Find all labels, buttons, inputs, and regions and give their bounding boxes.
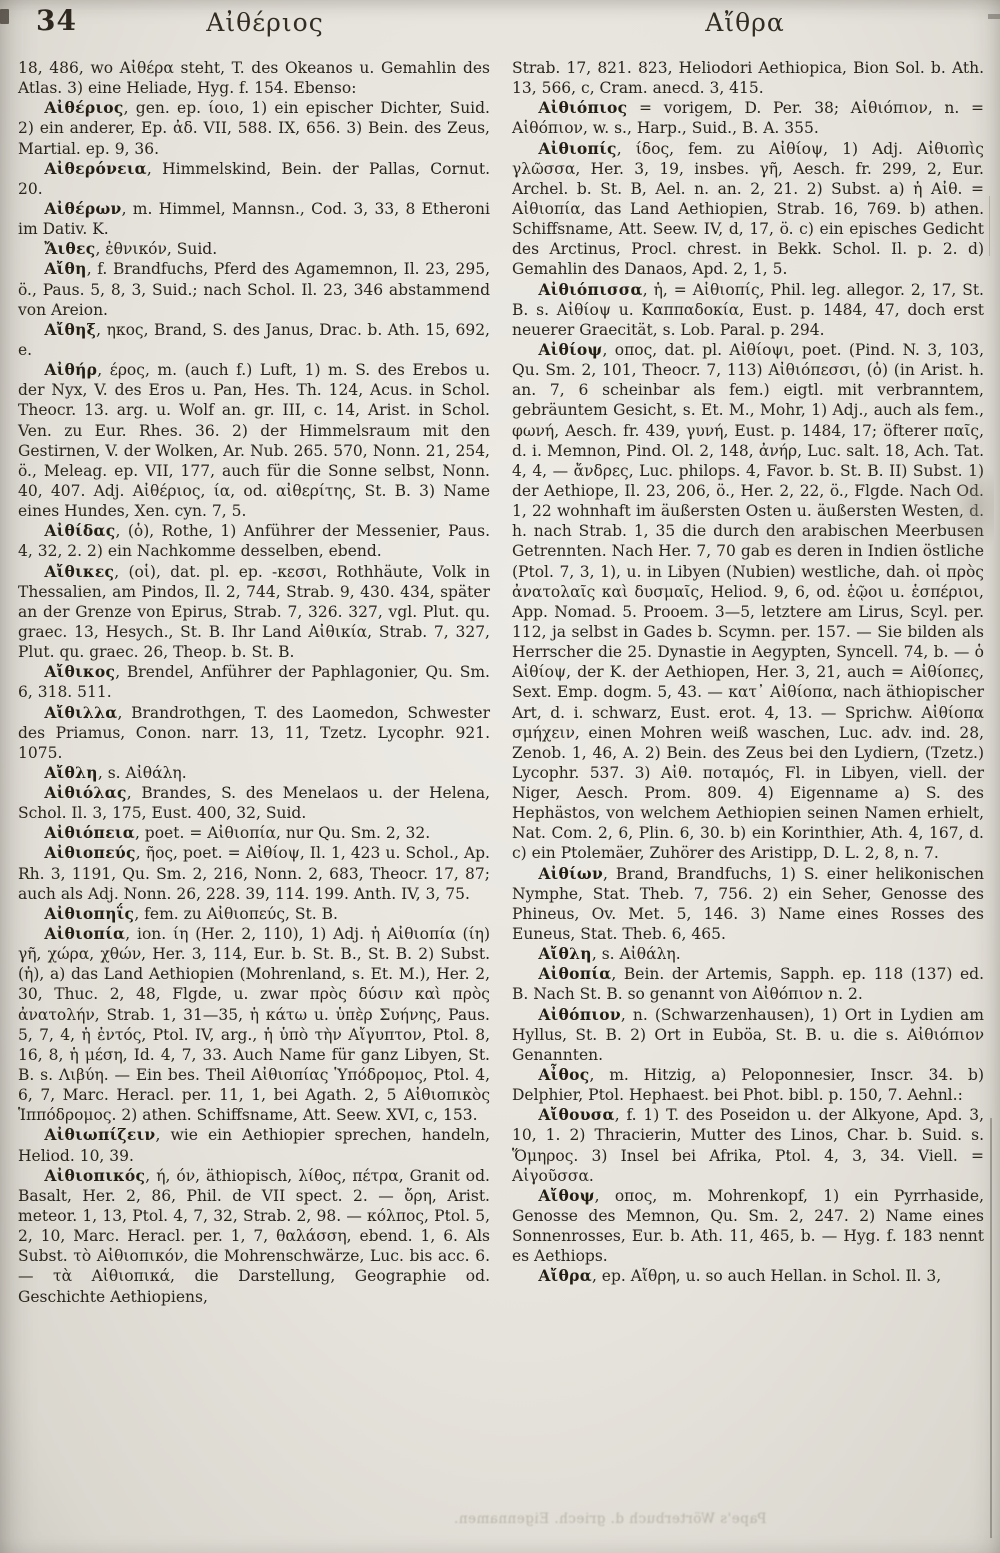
- dictionary-entry: 18, 486, wo Αἰθέρα steht, T. des Okeanos u. Gemahlin des Atlas. 3) eine Heliade, Hyg. f. 154. Ebenso:: [18, 59, 490, 98]
- entry-lemma: Αἰθιόπιος: [538, 98, 628, 118]
- entry-lemma: Αἰθήρ: [44, 360, 98, 380]
- dictionary-entry: Αἰθιόπιος = vorigem, D. Per. 38; Αἰθιόπιον, n. = Αἰθόπιον, w. s., Harp., Suid., B. A. 355.: [512, 98, 984, 138]
- entry-lemma: Αἰθιοπία: [44, 924, 126, 944]
- page-number: 34: [36, 4, 77, 37]
- entry-lemma: Αἰθιόλας: [44, 783, 127, 803]
- running-head-left: Αἰθέριος: [206, 8, 324, 37]
- entry-lemma: Ἄιθες: [44, 239, 96, 259]
- dictionary-entry: Αἰθιοπικός, ή, όν, äthiopisch, λίθος, πέτρα, Granit od. Basalt, Her. 2, 86, Phil. de VII spect. 2. — ὄρη, Arist. meteor. 1, 13, Ptol. 4, 7, 32, Strab. 2, 98. — κόλπος, Ptol. 5, 2, 10, Marc. Heracl. per. 1, 7, θαλάσση, ebend. 1, 6. Als Subst. τὸ Αἰθιοπικόν, die Mohrenschwärze, Luc. bis acc. 6. — τὰ Αἰθιοπικά, die Darstellung, Geographie od. Geschichte Aethiopiens,: [18, 1165, 490, 1306]
- entry-lemma: Αἰθιοπηΐς: [44, 903, 135, 923]
- entry-lemma: Αἴθλη: [44, 762, 98, 782]
- dictionary-entry: Αἴθικος, Brendel, Anführer der Paphlagonier, Qu. Sm. 6, 318. 511.: [18, 662, 490, 702]
- entry-lemma: Αἰθιωπίζειν: [44, 1125, 156, 1145]
- entry-lemma: Αἰθιοπεύς: [44, 843, 136, 863]
- dictionary-entry: Αἰθιοπία, ion. ίη (Her. 2, 110), 1) Adj. ἡ Αἰθιοπία (ίη) γῆ, χώρα, χθών, Her. 3, 114, Eur. b. St. B., St. B. 2) Subst. (ἡ), a) das Land Aethiopien (Mohrenland, s. Et. M.), Her. 2, 30, Thuc. 2, 48, Flgde, u. zwar πρὸς δύσιν καὶ πρὸς ἀνατολήν, Strab. 1, 31—35, ἡ κάτω u. ὑπὲρ Συήνης, Paus. 5, 7, 4, ἡ ἐντός, Ptol. IV, arg., ἡ ὑπὸ τὴν Αἴγυπτον, Ptol. 8, 16, 8, ἡ μέση, Id. 4, 7, 33. Auch Name für ganz Libyen, St. B. s. Λιβύη. — Ein bes. Theil Αἰθιοπίας Ὑπόδρομος, Ptol. 4, 6, 7, Marc. Heracl. per. 11, 1, bei Agath. 2, 5 Αἰθιοπικὸς Ἱππόδρομος. 2) athen. Schiffsname, Att. Seew. XVI, c, 153.: [18, 924, 490, 1125]
- entry-lemma: Αἰθόπιον: [538, 1004, 621, 1024]
- dictionary-entry: Αἴθοψ, οπος, m. Mohrenkopf, 1) ein Pyrrhaside, Genosse des Memnon, Qu. Sm. 2, 247. 2) Name eines Sonnenrosses, Eur. b. Ath. 11, 465, b. — Hyg. f. 183 nennt es Aethiops.: [512, 1185, 984, 1266]
- dictionary-entry: Strab. 17, 821. 823, Heliodori Aethiopica, Bion Sol. b. Ath. 13, 566, c, Cram. anecd. 3, 415.: [512, 59, 984, 98]
- entry-lemma: Αἰθοπία: [538, 964, 612, 984]
- scan-artifact-line: [990, 1118, 992, 1538]
- entry-lemma: Αἴθικος: [44, 662, 116, 682]
- entry-lemma: Αἴθουσα: [538, 1105, 615, 1125]
- dictionary-entry: Αἰθέριος, gen. ep. ίοιο, 1) ein epischer Dichter, Suid. 2) ein anderer, Ep. ἀδ. VII, 588. IX, 656. 3) Bein. des Zeus, Martial. ep. 9, 36.: [18, 98, 490, 158]
- entry-lemma: Αἴθικες: [44, 561, 115, 581]
- column-left: [18, 58, 490, 1307]
- dictionary-entry: Αἰθοπία, Bein. der Artemis, Sapph. ep. 118 (137) ed. B. Nach St. B. so genannt von Αἰθόπιον n. 2.: [512, 964, 984, 1004]
- dictionary-entry: Αἰθιόπεια, poet. = Αἰθιοπία, nur Qu. Sm. 2, 32.: [44, 823, 431, 843]
- dictionary-entry: Αἴθηξ, ηκος, Brand, S. des Janus, Drac. b. Ath. 15, 692, e.: [18, 319, 490, 359]
- page-header: [0, 0, 1000, 52]
- entry-lemma: Αἰθίδας: [44, 521, 116, 541]
- dictionary-entry: Αἰθιόλας, Brandes, S. des Menelaos u. der Helena, Schol. Il. 3, 175, Eust. 400, 32, Suid.: [18, 783, 490, 823]
- entry-lemma: Αἰθέρων: [44, 198, 122, 218]
- entry-lemma: Αἴθοψ: [538, 1185, 595, 1205]
- dictionary-entry: Αἰθιωπίζειν, wie ein Aethiopier sprechen, handeln, Heliod. 10, 39.: [18, 1125, 490, 1165]
- text-columns: [18, 58, 984, 1307]
- dictionary-entry: Αἴθρα, ep. Αἴθρη, u. so auch Hellan. in Schol. Il. 3,: [538, 1266, 942, 1286]
- entry-lemma: Αἰθιοπίς: [538, 138, 617, 158]
- entry-lemma: Αἰθερόνεια: [44, 158, 147, 178]
- entry-lemma: Αἴθη: [44, 259, 87, 279]
- dictionary-entry: Αἴθικες, (οἱ), dat. pl. ep. -κεσσι, Rothhäute, Volk in Thessalien, am Pindos, Il. 2, 744, Strab. 9, 430. 434, später an der Grenze von Epirus, Strab. 7, 326. 327, vgl. Plut. qu. graec. 13, Hesych., St. B. Ihr Land Αἰθικία, Strab. 7, 327, Plut. qu. graec. 26, Theop. b. St. B.: [18, 561, 490, 662]
- entry-lemma: Αἰθιόπισσα: [538, 279, 643, 299]
- dictionary-entry: Αἰθίων, Brand, Brandfuchs, 1) S. einer helikonischen Nymphe, Stat. Theb. 7, 756. 2) ein Seher, Genosse des Phineus, Ov. Met. 5, 146. 3) Name eines Rosses des Euneus, Stat. Theb. 6, 465.: [512, 863, 984, 944]
- dictionary-entry: Αἴθη, f. Brandfuchs, Pferd des Agamemnon, Il. 23, 295, ö., Paus. 5, 8, 3, Suid.; nach Schol. Il. 23, 346 abstammend von Areion.: [18, 259, 490, 319]
- entry-lemma: Αἰθιόπεια: [44, 823, 135, 843]
- dictionary-entry: Αἴθλη, s. Αἰθάλη.: [44, 762, 187, 782]
- running-head-right: Αἴθρα: [705, 8, 785, 37]
- dictionary-entry: Αἴθουσα, f. 1) T. des Poseidon u. der Alkyone, Apd. 3, 10, 1. 2) Thracierin, Mutter des Linos, Char. b. Suid. s. Ὅμηρος. 3) Insel bei Afrika, Ptol. 4, 3, 34. Viell. = Αἰγοῦσσα.: [512, 1105, 984, 1185]
- entry-lemma: Αἴθλη: [538, 944, 592, 964]
- dictionary-entry: Αἰθέρων, m. Himmel, Mannsn., Cod. 3, 33, 8 Etheroni im Dativ. K.: [18, 198, 490, 239]
- dictionary-entry: Αἰθιόπισσα, ἡ, = Αἰθιοπίς, Phil. leg. allegor. 2, 17, St. B. s. Αἰθίοψ u. Καππαδοκία, Eust. p. 1484, 47, doch erst neuerer Graecität, s. Lob. Paral. p. 294.: [512, 279, 984, 339]
- dictionary-entry: Αἰθόπιον, n. (Schwarzenhausen), 1) Ort in Lydien am Hyllus, St. B. 2) Ort in Euböa, St. B. u. die s. Αἰθιόπιον Genannten.: [512, 1004, 984, 1064]
- dictionary-entry: Αἰθιοπεύς, ῆος, poet. = Αἰθίοψ, Il. 1, 423 u. Schol., Ap. Rh. 3, 1191, Qu. Sm. 2, 216, Nonn. 2, 683, Theocr. 17, 87; auch als Adj. Nonn. 26, 228. 39, 114. 199. Anth. IV, 3, 75.: [18, 843, 490, 903]
- column-right: [512, 58, 984, 1307]
- entry-lemma: Αἶθος: [538, 1065, 590, 1085]
- scan-artifact-line: [989, 196, 991, 256]
- dictionary-entry: Αἶθος, m. Hitzig, a) Peloponnesier, Inscr. 34. b) Delphier, Ptol. Hephaest. bei Phot. bibl. p. 150, 7. Aehnl.:: [512, 1065, 984, 1105]
- entry-lemma: Αἰθέριος: [44, 98, 124, 118]
- dictionary-entry: Αἴθιλλα, Brandrothgen, T. des Laomedon, Schwester des Priamus, Conon. narr. 13, 11, Tzetz. Lycophr. 921. 1075.: [18, 702, 490, 762]
- entry-lemma: Αἴθηξ: [44, 319, 97, 339]
- dictionary-entry: Αἰθίδας, (ὁ), Rothe, 1) Anführer der Messenier, Paus. 4, 32, 2. 2) ein Nachkomme desselben, ebend.: [18, 521, 490, 561]
- dictionary-entry: Αἰθιοπηΐς, fem. zu Αἰθιοπεύς, St. B.: [44, 903, 338, 923]
- dictionary-entry: Αἰθερόνεια, Himmelskind, Bein. der Pallas, Cornut. 20.: [18, 158, 490, 198]
- entry-lemma: Αἰθίων: [538, 863, 604, 883]
- dictionary-entry: Ἄιθες, ἐθνικόν, Suid.: [44, 239, 218, 259]
- entry-lemma: Αἴθιλλα: [44, 702, 118, 722]
- bleed-through-text: Pape's Wörterbuch d. griech. Eigennamen.: [453, 1511, 767, 1527]
- entry-lemma: Αἰθιοπικός: [44, 1165, 146, 1185]
- dictionary-entry: Αἴθλη, s. Αἰθάλη.: [538, 944, 681, 964]
- dictionary-entry: Αἰθιοπίς, ίδος, fem. zu Αἰθίοψ, 1) Adj. Αἰθιοπὶς γλῶσσα, Her. 3, 19, insbes. γῆ, Aesch. fr. 299, 2, Eur. Archel. b. St. B, Ael. n. an. 2, 21. 2) Subst. a) ἡ Αἰθ. = Αἰθιοπία, das Land Aethiopien, Strab. 16, 769. b) athen. Schiffsname, Att. Seew. IV, d, 17, ö. c) ein episches Gedicht des Arctinus, Procl. chrest. in Bekk. Schol. Il. p. 2. d) Gemahlin des Danaos, Apd. 2, 1, 5.: [512, 138, 984, 279]
- dictionary-entry: Αἰθίοψ, οπος, dat. pl. Αἰθίοψι, poet. (Pind. N. 3, 103, Qu. Sm. 2, 101, Theocr. 7, 113) Αἰθιόπεσσι, (ὁ) (in Arist. h. an. 7, 6 scheinbar als fem.) eigtl. mit verbranntem, gebräuntem Gesicht, s. Et. M., Mohr, 1) Adj., auch als fem., φωνή, Aesch. fr. 439, γυνή, Eust. p. 1484, 17; öfterer παῖς, d. i. Memnon, Pind. Ol. 2, 148, ἀνήρ, Luc. salt. 18, Ach. Tat. 4, 4, — ἄνδρες, Luc. philops. 4, Favor. b. St. B. II) Subst. 1) der Aethiope, Il. 23, 206, ö., Her. 2, 22, ö., Flgde. Nach Od. 1, 22 wohnhaft im äußersten Osten u. äußersten Westen, d. h. nach Strab. 1, 35 die durch den arabischen Meerbusen Getrennten. Nach Her. 7, 70 gab es deren in Indien östliche (Ptol. 7, 3, 1), u. in Libyen (Nubien) westliche, dah. οἱ πρὸς ἀνατολαῖς καὶ δυσμαῖς, Heliod. 9, 6, od. ἑῷοι u. ἑσπέριοι, App. Nomad. 5. Prooem. 3—5, letztere am Lirus, Scyl. per. 112, ja selbst in Gades b. Scymn. per. 157. — Sie bilden als Herrscher die 25. Dynastie in Aegypten, Syncell. 74, b. — ὁ Αἰθίοψ, der K. der Aethiopen, Her. 3, 21, auch = Αἰθίοπες, Sext. Emp. dogm. 5, 43. — κατ᾽ Αἰθίοπα, nach äthiopischer Art, d. i. schwarz, Eust. erot. 4, 13. — Sprichw. Αἰθίοπα σμήχειν, einen Mohren weiß waschen, Luc. adv. ind. 28, Zenob. 1, 46, A. 2) Bein. des Zeus bei den Lydiern, (Tzetz.) Lycophr. 537. 3) Αἰθ. ποταμός, Fl. in Libyen, viell. der Niger, Aesch. Prom. 809. 4) Eigenname a) S. des Hephästos, von welchem Aethiopien seinen Namen erhielt, Nat. Com. 2, 6, Plin. 6, 30. b) ein Korinthier, Ath. 4, 167, d. c) ein Ptolemäer, Zuhörer des Aristipp, D. L. 2, 8, n. 7.: [512, 339, 984, 863]
- dictionary-entry: Αἰθήρ, έρος, m. (auch f.) Luft, 1) m. S. des Erebos u. der Nyx, V. des Eros u. Pan, Hes. Th. 124, Acus. in Schol. Theocr. 13. arg. u. Wolf an. gr. III, c. 14, Arist. in Schol. Ven. zu Eur. Rhes. 36. 2) der Himmelsraum mit den Gestirnen, V. der Wolken, Ar. Nub. 265. 570, Nonn. 21, 254, ö., Meleag. ep. VII, 177, auch für die Sonne selbst, Nonn. 40, 407. Adj. Αἰθέριος, ία, od. αἰθερίτης, St. B. 3) Name eines Hundes, Xen. cyn. 7, 5.: [18, 360, 490, 521]
- entry-lemma: Αἰθίοψ: [538, 339, 603, 359]
- entry-lemma: Αἴθρα: [538, 1266, 592, 1286]
